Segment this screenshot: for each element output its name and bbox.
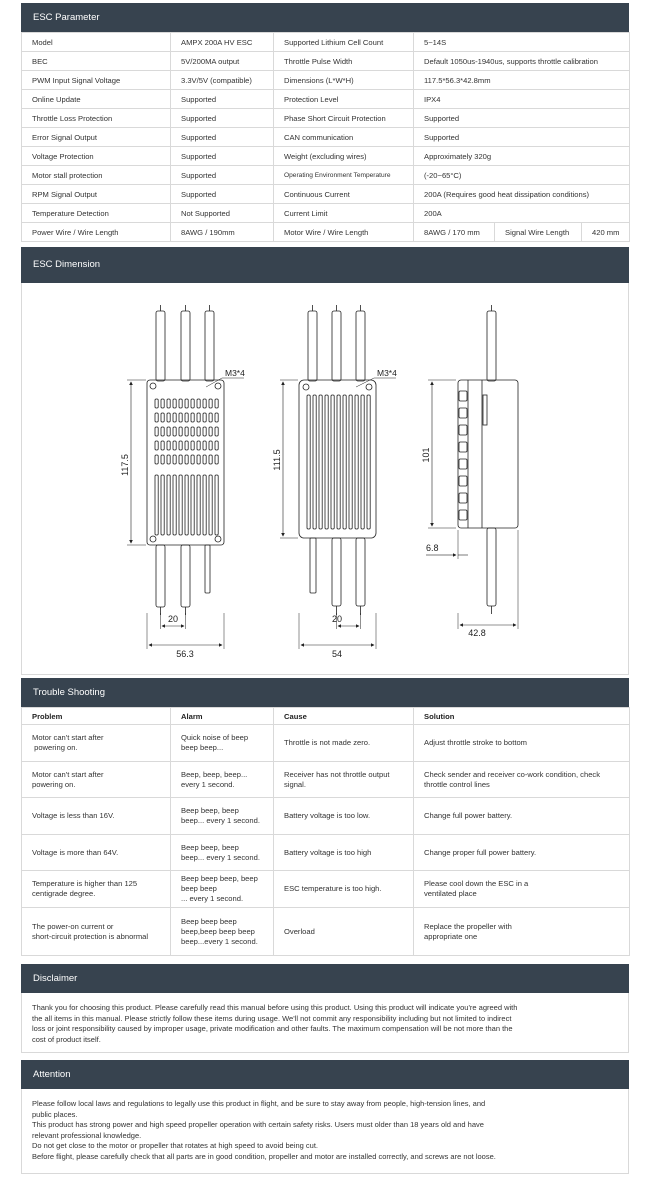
heatsink-fin bbox=[173, 441, 176, 450]
problem-line: powering on. bbox=[32, 743, 78, 752]
heatsink-fin bbox=[215, 475, 218, 535]
front-screw-label: M3*4 bbox=[225, 368, 245, 378]
heatsink-fin bbox=[185, 455, 188, 464]
solution-line: throttle control lines bbox=[424, 779, 490, 789]
alarm-line: beep beep... bbox=[181, 743, 224, 752]
back-width-label: 54 bbox=[331, 649, 343, 659]
param-value: Supported bbox=[414, 109, 630, 128]
heatsink-fin bbox=[185, 441, 188, 450]
problem-line: Voltage is less than 16V. bbox=[32, 811, 115, 820]
heatsink-fin bbox=[459, 476, 467, 486]
param-value: 3.3V/5V (compatible) bbox=[171, 71, 274, 90]
param-name: Dimensions (L*W*H) bbox=[274, 71, 414, 90]
param-row bbox=[22, 52, 630, 71]
param-value: 5V/200MA output bbox=[171, 52, 274, 71]
param-row bbox=[22, 147, 630, 166]
side-view bbox=[426, 305, 518, 629]
back-screw-label: M3*4 bbox=[377, 368, 397, 378]
paragraph-line: loss or joint responsibility caused by improper usage, private modification and other faults. The maximum compensation will be not more than the bbox=[32, 1024, 513, 1033]
heatsink-fin bbox=[185, 413, 188, 422]
param-value: Not Supported bbox=[171, 204, 274, 223]
front-spacing-label: 20 bbox=[167, 614, 179, 624]
cause-line: Battery voltage is too high bbox=[284, 847, 372, 857]
heatsink-fin bbox=[331, 395, 334, 529]
heatsink-fin bbox=[209, 399, 212, 408]
param-name: Protection Level bbox=[274, 90, 414, 109]
heatsink-fin bbox=[155, 475, 158, 535]
heatsink-fin bbox=[307, 395, 310, 529]
param-value: 117.5*56.3*42.8mm bbox=[414, 71, 630, 90]
heatsink-fin bbox=[161, 475, 164, 535]
heatsink-fin bbox=[197, 441, 200, 450]
heatsink-fin bbox=[155, 427, 158, 436]
paragraph-line: Do not get close to the motor or propeller that rotates at high speed to avoid being cut. bbox=[32, 1141, 319, 1150]
alarm-line: beep,beep beep beep bbox=[181, 926, 255, 936]
alarm-line: beep beep bbox=[181, 884, 217, 893]
heatsink-fin bbox=[367, 395, 370, 529]
param-value: Supported bbox=[414, 128, 630, 147]
table-row bbox=[22, 908, 630, 956]
heatsink-fin bbox=[179, 441, 182, 450]
cause-cell bbox=[274, 908, 414, 956]
heatsink-fin bbox=[459, 425, 467, 435]
cause-cell bbox=[274, 835, 414, 871]
heatsink-fin bbox=[179, 455, 182, 464]
param-name: RPM Signal Output bbox=[22, 185, 171, 204]
heatsink-fin bbox=[361, 395, 364, 529]
front-height-label: 117.5 bbox=[120, 454, 130, 476]
alarm-line: Beep, beep, beep... bbox=[181, 769, 248, 779]
heatsink-fin bbox=[197, 455, 200, 464]
heatsink-fin bbox=[167, 455, 170, 464]
trouble-shooting-header: Trouble Shooting bbox=[21, 678, 629, 707]
dimension-svg bbox=[22, 283, 628, 675]
paragraph-line: cost of product itself. bbox=[32, 1034, 101, 1044]
param-value: (-20~65°C) bbox=[414, 166, 630, 185]
heatsink-fin bbox=[203, 475, 206, 535]
problem-line: Motor can't start after bbox=[32, 769, 104, 779]
heatsink-fin bbox=[197, 413, 200, 422]
esc-parameter-table bbox=[21, 32, 630, 242]
param-name: Temperature Detection bbox=[22, 204, 171, 223]
heatsink-fin bbox=[173, 427, 176, 436]
heatsink-fin bbox=[349, 395, 352, 529]
param-name: PWM Input Signal Voltage bbox=[22, 71, 171, 90]
heatsink-fin bbox=[173, 475, 176, 535]
heatsink-fin bbox=[203, 441, 206, 450]
problem-cell bbox=[22, 835, 171, 871]
heatsink-fin bbox=[459, 442, 467, 452]
param-name: Weight (excluding wires) bbox=[274, 147, 414, 166]
param-row bbox=[22, 109, 630, 128]
param-row bbox=[22, 90, 630, 109]
solution-cell bbox=[414, 798, 630, 835]
heatsink-fin bbox=[325, 395, 328, 529]
alarm-line: beep... every 1 second. bbox=[181, 852, 260, 862]
param-value: Supported bbox=[171, 166, 274, 185]
side-height-label: 101 bbox=[421, 447, 431, 463]
column-header: Problem bbox=[22, 708, 171, 725]
table-row bbox=[22, 725, 630, 762]
table-row bbox=[22, 835, 630, 871]
heatsink-fin bbox=[343, 395, 346, 529]
param-name: BEC bbox=[22, 52, 171, 71]
cause-line: Overload bbox=[284, 926, 315, 936]
param-name: Model bbox=[22, 33, 171, 52]
heatsink-fin bbox=[179, 427, 182, 436]
problem-cell bbox=[22, 908, 171, 956]
heatsink-fin bbox=[459, 391, 467, 401]
solution-line: Change proper full power battery. bbox=[424, 847, 537, 857]
heatsink-fin bbox=[319, 395, 322, 529]
heatsink-fin bbox=[215, 441, 218, 450]
heatsink-fin bbox=[155, 399, 158, 408]
param-row bbox=[22, 33, 630, 52]
solution-cell bbox=[414, 908, 630, 956]
heatsink-fin bbox=[185, 427, 188, 436]
heatsink-fin bbox=[337, 395, 340, 529]
solution-cell bbox=[414, 835, 630, 871]
esc-parameter-header: ESC Parameter bbox=[21, 3, 629, 32]
heatsink-fin bbox=[355, 395, 358, 529]
param-name: Throttle Pulse Width bbox=[274, 52, 414, 71]
param-row bbox=[22, 71, 630, 90]
side-offset-label: 6.8 bbox=[426, 543, 439, 553]
cause-line: Receiver has not throttle output bbox=[284, 769, 390, 779]
param-name: Phase Short Circuit Protection bbox=[274, 109, 414, 128]
heatsink-fin bbox=[161, 413, 164, 422]
problem-line: centigrade degree. bbox=[32, 889, 96, 898]
param-value: 8AWG / 190mm bbox=[171, 223, 274, 242]
solution-line: Replace the propeller with bbox=[424, 921, 512, 931]
heatsink-fin bbox=[215, 455, 218, 464]
heatsink-fin bbox=[203, 427, 206, 436]
heatsink-fin bbox=[167, 441, 170, 450]
heatsink-fin bbox=[209, 455, 212, 464]
alarm-line: Beep beep, beep bbox=[181, 806, 239, 815]
heatsink-fin bbox=[167, 427, 170, 436]
problem-line: Voltage is more than 64V. bbox=[32, 847, 119, 857]
cause-line: ESC temperature is too high. bbox=[284, 884, 382, 893]
heatsink-fin bbox=[173, 413, 176, 422]
param-value: Supported bbox=[171, 90, 274, 109]
heatsink-fin bbox=[191, 475, 194, 535]
problem-line: powering on. bbox=[32, 779, 76, 789]
table-row bbox=[22, 871, 630, 908]
heatsink-fin bbox=[203, 455, 206, 464]
param-value: Default 1050us-1940us, supports throttle calibration bbox=[414, 52, 630, 71]
alarm-line: every 1 second. bbox=[181, 779, 235, 789]
paragraph-line: Before flight, please carefully check that all parts are in good condition, propeller and motor are installed correctly, and screws are not loose. bbox=[32, 1151, 496, 1161]
heatsink-fin bbox=[155, 455, 158, 464]
problem-line: The power-on current or bbox=[32, 921, 114, 931]
disclaimer-text bbox=[21, 993, 629, 1053]
paragraph-line: public places. bbox=[32, 1109, 78, 1119]
heatsink-fin bbox=[191, 441, 194, 450]
solution-line: Please cool down the ESC in a bbox=[424, 879, 529, 888]
heatsink-fin bbox=[191, 455, 194, 464]
alarm-line: Beep beep, beep bbox=[181, 842, 239, 852]
heatsink-fin bbox=[161, 441, 164, 450]
heatsink-fin bbox=[173, 455, 176, 464]
front-width-label: 56.3 bbox=[176, 649, 194, 659]
heatsink-fin bbox=[459, 459, 467, 469]
disclaimer-header: Disclaimer bbox=[21, 964, 629, 993]
param-value: 200A bbox=[414, 204, 630, 223]
param-name: Supported Lithium Cell Count bbox=[274, 33, 414, 52]
param-row-wires bbox=[22, 223, 630, 242]
heatsink-fin bbox=[185, 475, 188, 535]
heatsink-fin bbox=[179, 413, 182, 422]
heatsink-fin bbox=[197, 399, 200, 408]
heatsink-fin bbox=[209, 475, 212, 535]
param-name: Motor stall protection bbox=[22, 166, 171, 185]
alarm-line: Beep beep beep bbox=[181, 916, 237, 926]
cause-cell bbox=[274, 798, 414, 835]
heatsink-fin bbox=[459, 408, 467, 418]
heatsink-fin bbox=[215, 413, 218, 422]
param-value: AMPX 200A HV ESC bbox=[171, 33, 274, 52]
esc-parameter-section bbox=[21, 3, 629, 242]
heatsink-fin bbox=[185, 399, 188, 408]
problem-cell bbox=[22, 798, 171, 835]
alarm-line: ... every 1 second. bbox=[181, 894, 244, 903]
heatsink-fin bbox=[167, 413, 170, 422]
solution-line: ventilated place bbox=[424, 889, 477, 898]
param-value: Supported bbox=[171, 109, 274, 128]
heatsink-fin bbox=[203, 399, 206, 408]
param-name: Signal Wire Length bbox=[495, 223, 582, 242]
param-row bbox=[22, 166, 630, 185]
problem-line: Temperature is higher than 125 bbox=[32, 879, 138, 888]
cause-line: Throttle is not made zero. bbox=[284, 738, 371, 747]
back-spacing-label: 20 bbox=[331, 614, 343, 624]
attention-section bbox=[21, 1060, 629, 1174]
param-value: 8AWG / 170 mm bbox=[414, 223, 495, 242]
paragraph-line: relevant professional knowledge. bbox=[32, 1130, 142, 1140]
param-value: Supported bbox=[171, 128, 274, 147]
alarm-cell bbox=[171, 908, 274, 956]
heatsink-fin bbox=[197, 475, 200, 535]
heatsink-fin bbox=[191, 399, 194, 408]
heatsink-fin bbox=[203, 413, 206, 422]
cause-cell bbox=[274, 762, 414, 798]
param-name: Throttle Loss Protection bbox=[22, 109, 171, 128]
esc-dimension-header: ESC Dimension bbox=[21, 247, 629, 283]
attention-text bbox=[21, 1089, 629, 1174]
heatsink-fin bbox=[197, 427, 200, 436]
heatsink-fin bbox=[173, 399, 176, 408]
side-depth-label: 42.8 bbox=[468, 628, 486, 638]
param-name: Continuous Current bbox=[274, 185, 414, 204]
param-value: 420 mm bbox=[582, 223, 630, 242]
problem-line: short-circuit protection is abnormal bbox=[32, 931, 149, 941]
esc-dimension-drawing bbox=[21, 283, 629, 675]
alarm-cell bbox=[171, 725, 274, 762]
cause-line: Battery voltage is too low. bbox=[284, 811, 371, 820]
heatsink-fin bbox=[191, 427, 194, 436]
trouble-shooting-section bbox=[21, 678, 629, 956]
param-name: Power Wire / Wire Length bbox=[22, 223, 171, 242]
solution-line: Change full power battery. bbox=[424, 811, 513, 820]
heatsink-fin bbox=[167, 399, 170, 408]
heatsink-fin bbox=[155, 441, 158, 450]
solution-line: Adjust throttle stroke to bottom bbox=[424, 738, 527, 747]
param-value: Supported bbox=[171, 147, 274, 166]
param-value: IPX4 bbox=[414, 90, 630, 109]
heatsink-fin bbox=[209, 413, 212, 422]
cause-cell bbox=[274, 725, 414, 762]
back-height-label: 111.5 bbox=[272, 449, 282, 471]
heatsink-fin bbox=[161, 455, 164, 464]
problem-cell bbox=[22, 871, 171, 908]
heatsink-fin bbox=[209, 441, 212, 450]
esc-dimension-section bbox=[21, 247, 629, 675]
paragraph-line: Please follow local laws and regulations to legally use this product in flight, and be sure to stay away from people, high-tension lines, and bbox=[32, 1099, 486, 1108]
paragraph-line: This product has strong power and high speed propeller operation with certain safety risks. Users must older than 18 years old and have bbox=[32, 1120, 484, 1129]
param-name: Voltage Protection bbox=[22, 147, 171, 166]
heatsink-fin bbox=[215, 427, 218, 436]
alarm-cell bbox=[171, 798, 274, 835]
heatsink-fin bbox=[179, 399, 182, 408]
column-header: Alarm bbox=[171, 708, 274, 725]
alarm-cell bbox=[171, 871, 274, 908]
alarm-cell bbox=[171, 835, 274, 871]
param-value: Supported bbox=[171, 185, 274, 204]
param-row bbox=[22, 185, 630, 204]
problem-line: Motor can't start after bbox=[32, 733, 104, 742]
heatsink-fin bbox=[215, 399, 218, 408]
param-name: CAN communication bbox=[274, 128, 414, 147]
heatsink-fin bbox=[209, 427, 212, 436]
param-value: Approximately 320g bbox=[414, 147, 630, 166]
disclaimer-section bbox=[21, 964, 629, 1053]
solution-cell bbox=[414, 871, 630, 908]
alarm-line: beep...every 1 second. bbox=[181, 936, 258, 946]
solution-line: appropriate one bbox=[424, 931, 478, 941]
heatsink-fin bbox=[313, 395, 316, 529]
problem-cell bbox=[22, 725, 171, 762]
param-name: Online Update bbox=[22, 90, 171, 109]
alarm-line: Beep beep beep, beep bbox=[181, 874, 258, 883]
alarm-line: Quick noise of beep bbox=[181, 733, 249, 742]
paragraph-line: the all items in this manual. Please strictly follow these items during usage. We'll not commit any responsibility including but not limited to indirect bbox=[32, 1013, 512, 1023]
heatsink-fin bbox=[155, 413, 158, 422]
table-row bbox=[22, 798, 630, 835]
cause-line: signal. bbox=[284, 779, 306, 789]
param-name: Motor Wire / Wire Length bbox=[274, 223, 414, 242]
front-view bbox=[127, 305, 244, 649]
heatsink-fin bbox=[191, 413, 194, 422]
param-row bbox=[22, 204, 630, 223]
param-name: Operating Environment Temperature bbox=[274, 166, 414, 185]
solution-cell bbox=[414, 725, 630, 762]
solution-cell bbox=[414, 762, 630, 798]
param-value: 200A (Requires good heat dissipation conditions) bbox=[414, 185, 630, 204]
cause-cell bbox=[274, 871, 414, 908]
paragraph-line: Thank you for choosing this product. Please carefully read this manual before using this product. Using this product will indicate you're agreed with bbox=[32, 1003, 518, 1012]
heatsink-fin bbox=[161, 399, 164, 408]
alarm-line: beep... every 1 second. bbox=[181, 816, 260, 825]
problem-cell bbox=[22, 762, 171, 798]
param-name: Error Signal Output bbox=[22, 128, 171, 147]
alarm-cell bbox=[171, 762, 274, 798]
back-view bbox=[280, 305, 396, 649]
heatsink-fin bbox=[161, 427, 164, 436]
column-header: Cause bbox=[274, 708, 414, 725]
heatsink-fin bbox=[167, 475, 170, 535]
param-name: Current Limit bbox=[274, 204, 414, 223]
attention-header: Attention bbox=[21, 1060, 629, 1089]
heatsink-fin bbox=[459, 493, 467, 503]
solution-line: Check sender and receiver co-work condition, check bbox=[424, 769, 601, 779]
heatsink-fin bbox=[179, 475, 182, 535]
heatsink-fin bbox=[459, 510, 467, 520]
param-value: 5~14S bbox=[414, 33, 630, 52]
table-row bbox=[22, 762, 630, 798]
column-header: Solution bbox=[414, 708, 630, 725]
param-row bbox=[22, 128, 630, 147]
trouble-shooting-table bbox=[21, 707, 630, 956]
